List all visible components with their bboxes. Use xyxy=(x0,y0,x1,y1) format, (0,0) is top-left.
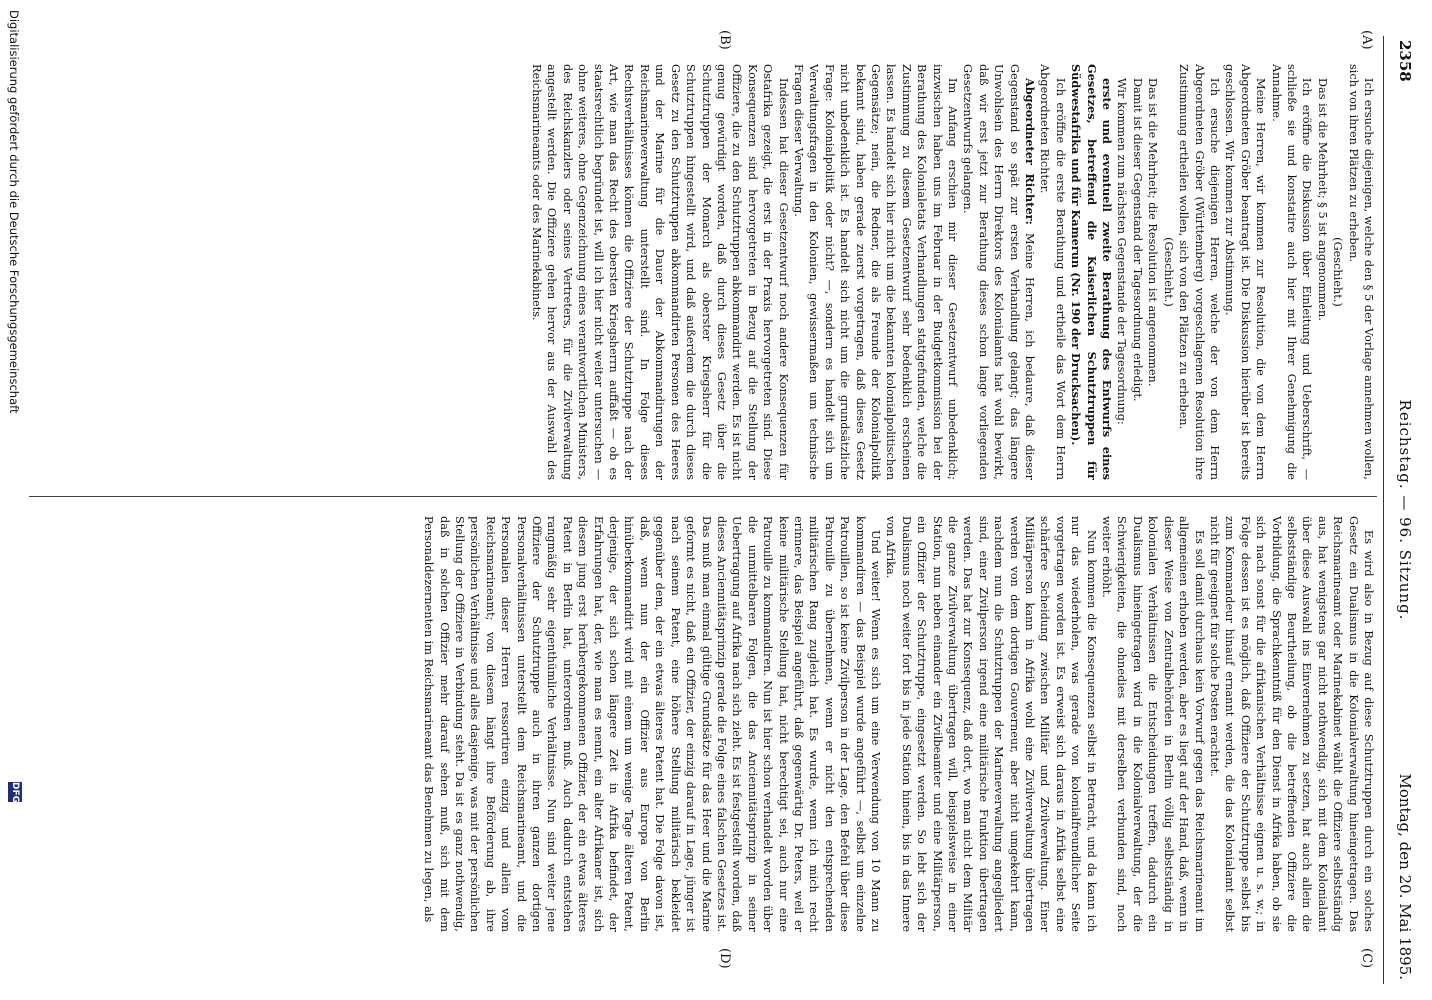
speaker-name: Abgeordneter Richter: xyxy=(1023,78,1038,225)
text-paragraph: Und weiter! Wenn es sich um eine Verwendung von 10 Mann zu kommandiren — das Beispiel wurde angeführt —, selbst um einzelne Patrouillen, so ist keine Zivilperson in der Lage, den Befehl über diese Patrouille zu übernehmen, wenn er nicht den entsprechenden militärischen Rang zugleich hat. Es wurde, wenn ich mich recht erinnere, das Beispiel angeführt, daß gegenwärtig Dr. Peters, weil er keine militärische Stellung hat, nicht berechtigt sei, auch nur eine Patrouille zu kommandiren. Nun ist hier schon verhandelt worden über die unmittelbaren Folgen, die das Anciennitätsprinzip in seiner Uebertragung auf Afrika nach sich zieht. Es ist festgestellt worden, daß dieses Anciennitätsprinzip gerade die Folge eines falschen Gesetzes ist. Das muß man einmal gültige Grundsätze für das Heer und die Marine geformt es nicht, daß ein Offizier, der einzig darauf in Lage, jünger ist nach seinem Patent, eine höhere Stellung militärisch bekleidet gegenüber dem, der ein etwas älteres Patent hat. Die Folge davon ist, daß, wenn nun der ein Offizier aus Europa von Berlin hinüberkommandirt wird mit einem um wenige Tage älteren Patent, derjenige, der sich schon längere Zeit in Afrika befindet, der Erfahrungen hat, der, wie man es nennt, ein alter Afrikaner ist, sich diesem jung erst herübergekommenen Offizier, der ein etwas älteres Patent in Berlin hat, unterordnen muß. Auch dadurch entstehen rangmäßig sehr eigenthümliche Verhältnisse. Nun sind weiter jene Offiziere der Schutztruppe auch in ihren ganzen dortigen Personalverhältnissen unterstellt dem Reichsmarineamt, und die Personalien dieser Herren ressortiren einzig und allein vom Reichsmarineamt; von diesem hängt ihre Beförderung ab, ihre persönlichen Verhältnisse und alles dasjenige, was mit der persönlichen Stellung der Offiziere in Verbindung steht. Da ist es ganz nothwendig, daß in solchen Offizier mehr darauf sehen muß, sich mit dem Personaldezernenten im Reichsmarineamt das Benehmen zu legen, als xyxy=(422,516,882,932)
agenda-item: erste und eventuell zweite Berathung des Entwurfs eines Gesetzes, betreffend die Kaiserlichen Schutztruppen für Südwestafrika und für Kamerun (Nr. 190 der Drucksachen). xyxy=(1069,64,1115,480)
digitization-footer xyxy=(4,0,24,1000)
margin-marker-a: (A) xyxy=(1359,30,1374,50)
text-paragraph: Ich eröffne die Diskussion über Einleitung und Ueberschrift, — schließe sie und konstatire auch hier mit Ihrer Genehmigung die Annahme. xyxy=(1269,64,1314,480)
column-divider xyxy=(29,496,1377,497)
page-header xyxy=(1386,40,1420,980)
speech-text: Meine Herren, ich bedaure, daß dieser Gegenstand so spät zur ersten Verhandlung gelangt; das längere Unwohlsein des Herrn Direktors des Kolonialamts hat wohl bewirkt, daß wir erst jetzt zur Berathung dieses schon lange vorliegenden Gesetzentwurfs gelangen. xyxy=(961,64,1037,480)
header-rule xyxy=(1383,36,1384,984)
footer-credit-text: Digitalisierung gefördert durch die Deutsche Forschungsgemeinschaft xyxy=(7,10,21,414)
running-title: Reichstag. — 96. Sitzung. xyxy=(1396,399,1414,621)
stage-direction: (Geschieht.) xyxy=(1331,237,1345,307)
text-paragraph: Ich ersuche diejenigen, welche den § 5 der Vorlage annehmen wollen, sich von ihren Plätzen zu erheben. xyxy=(1346,64,1375,480)
stage-direction: (Geschieht.) xyxy=(1161,237,1175,307)
page-number: 2358 xyxy=(1396,40,1414,82)
text-paragraph: Das ist die Mehrheit; die Resolution ist angenommen. xyxy=(1146,78,1160,387)
margin-marker-d: (D) xyxy=(717,948,732,969)
text-paragraph: Nun kommen die Konsequenzen selbst in Betracht, und da kann ich nur das wiederholen, was gerade von kolonialfreundlicher Seite vorgetragen worden ist. Es erweist sich daraus in Afrika selbst eine schärfere Scheidung zwischen Militär und Zivilverwaltung. Einer Militärperson kann in Afrika wohl eine Zivilverwaltung übertragen werden von dem dortigen Gouverneur, aber nicht umgekehrt kann, nachdem nun die Schutztruppen der Marineverwaltung angegliedert sind, einer Zivilperson irgend eine militärische Funktion übertragen werden. Das hat zur Konsequenz, daß dort, wo man nicht dem Militär die ganze Zivilverwaltung übertragen will, beispielsweise in einer Station, nun neben einander ein Zivilbeamter und eine Militärperson, ein Offizier der Schutztruppe, eingesetzt werden. So lebt sich der Dualismus noch weiter fort bis in jede Station hinein, bis in das Innere von Afrika. xyxy=(884,516,1098,932)
left-text-column xyxy=(36,64,1376,480)
text-paragraph: Ich ersuche diejenigen Herren, welche der von dem Herrn Abgeordneten Gröber (Württemberg) vorgeschlagenen Resolution ihre Zustimmung ertheilen wollen, sich von den Plätzen zu erheben. xyxy=(1177,64,1221,480)
text-paragraph: Es soll damit durchaus kein Vorwurf gegen das Reichsmarineamt im allgemeinen erhoben werden, aber es liegt auf der Hand, daß, wenn in dieser Weise von Zentralbehörden in Berlin völlig selbstständig in kolonialen Verhältnissen die Entscheidungen treffen, dadurch ein Dualismus hineingetragen wird in die Kolonialverwaltung, der die Schwierigkeiten, die ohnedies mit derselben verbunden sind, noch weiter erhöht. xyxy=(1100,516,1206,932)
text-paragraph: Indessen hat dieser Gesetzentwurf noch andere Konsequenzen für Ostafrika gezeigt, die erst in der Praxis hervorgetreten sind. Diese Konsequenzen sind hervorgetreten in Bezug auf die Stellung der Offiziere, die zu den Schutztruppen abkommandirt werden. Es ist nicht genug gewürdigt worden, daß durch dieses Gesetz über die Schutztruppen der Monarch als oberster Kriegsherr für die Schutztruppen hingestellt wird, und daß außerdem die durch dieses Gesetz zu den Schutztruppen abkommandirten Personen des Heeres und der Marine für die Dauer der Abkommandirungen der Reichsmarineverwaltung unterstellt sind. In Folge dieses Rechtsverhältnisses können die Offiziere der Schutztruppe nach der Art, wie man das Recht des obersten Kriegsherrn auffaßt — ob es staatsrechtlich begründet ist, will ich hier nicht weiter untersuchen — ohne weiteres, ohne Gegenzeichnung eines verantwortlichen Ministers, des Reichskanzlers oder seines Vertreters, für die Zivilverwaltung angestellt werden. Die Offiziere gehen hervor aus der Auswahl des Reichsmarineamts oder des Marinekabinets. xyxy=(530,64,790,480)
text-paragraph: Das ist die Mehrheit; § 5 ist angenommen. xyxy=(1315,78,1329,321)
text-paragraph: Ich eröffne die erste Berathung und ertheile das Wort dem Herrn Abgeordneten Richter. xyxy=(1038,64,1067,480)
text-paragraph: Im Anfang erschien mir dieser Gesetzentwurf unbedenklich; inzwischen haben uns im Februar in der Budgetkommission bei der Berathung des Kolonialetats Verhandlungen stattgefunden, welche die Zustimmung zu diesem Gesetzentwurf sehr bedenklich erscheinen lassen. Es handelt sich hier nicht um die bekannten kolonialpolitischen Gegensätze; nein, die Redner, die als Freunde der Kolonialpolitik bekannt sind, haben gerade zuerst vorgetragen, daß dieses Gesetz nicht unbedenklich ist. Es handelt sich nicht um die grundsätzliche Frage: Kolonialpolitik oder nicht? —, sondern es handelt sich um Verwaltungsfragen in den Kolonien, gewissermaßen um technische Fragen dieser Verwaltung. xyxy=(791,64,960,480)
text-paragraph: Wir kommen zum nächsten Gegenstande der Tagesordnung: xyxy=(1115,78,1129,425)
right-text-column xyxy=(36,516,1376,932)
session-date: Montag, den 20. Mai 1895. xyxy=(1396,773,1414,980)
margin-marker-b: (B) xyxy=(717,30,732,50)
text-paragraph: Es wird also in Bezug auf diese Schutztruppen durch ein solches Gesetz ein Dualismus in die Kolonialverwaltung hineingetragen. Das Reichsmarineamt oder Marinekabinet wählt die Offiziere selbstständig aus, hat wenigstens gar nicht nothwendig, sich mit dem Kolonialamt über diese Auswahl ins Einvernehmen zu setzen, hat auch allein die selbstständige Beurtheilung, ob die betreffenden Offiziere die Vorbildung, die Sprachkenntniß für den Dienst in Afrika haben, ob sie sich nach sonst für die afrikanischen Verhältnisse eignen u. s. w.; in Folge dessen ist es möglich, daß Offiziere der Schutztruppe selbst bis zum Kommandeur hinauf ernannt werden, die das Kolonialamt selbst nicht für geeignet für solche Posten erachtet. xyxy=(1207,516,1375,932)
dfg-logo: DFG xyxy=(10,782,20,804)
speech-paragraph xyxy=(960,64,1037,480)
margin-marker-c: (C) xyxy=(1359,948,1374,969)
text-paragraph: Damit ist dieser Gegenstand der Tagesordnung erledigt. xyxy=(1130,78,1144,402)
text-paragraph: Meine Herren, wir kommen zur Resolution, die von dem Herrn Abgeordneten Gröber beantragt ist. Die Diskussion hierüber ist bereits geschlossen. Wir kommen zur Abstimmung. xyxy=(1223,64,1268,480)
